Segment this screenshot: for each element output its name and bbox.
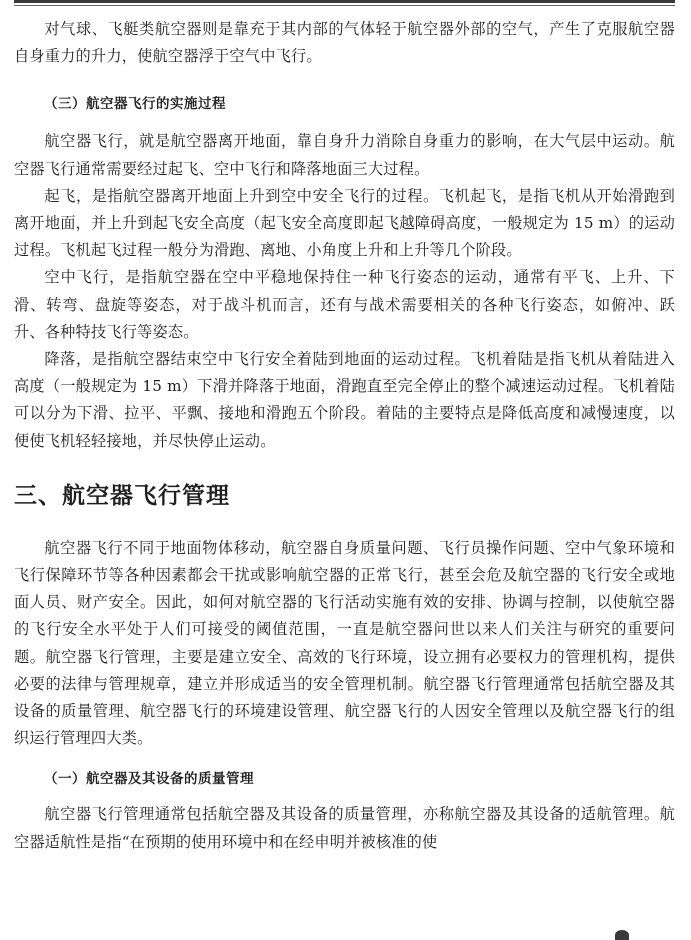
paragraph-landing: 降落，是指航空器结束空中飞行安全着陆到地面的运动过程。飞机着陆是指飞机从着陆进入高度（一般规定为 15 m）下滑并降落于地面，滑跑直至完全停止的整个减速运动过程。飞机着陆可以分为下滑、拉平、平飘、接地和滑跑五个阶段。着陆的主要特点是降低高度和减慢速度，以便使飞机轻轻接地，并尽快停止运动。 [14, 350, 675, 450]
subheading-flight-process: （三）航空器飞行的实施过程 [44, 96, 226, 113]
paragraph-takeoff: 起飞，是指航空器离开地面上升到空中安全飞行的过程。飞机起飞，是指飞机从开始滑跑到离开地面，并上升到起飞安全高度（起飞安全高度即起飞越障碍高度，一般规定为 15 m）的运动过程。飞机起飞过程一般分为滑跑、离地、小角度上升和上升等几个阶段。 [14, 186, 675, 260]
header-rule-thick [14, 0, 675, 3]
paragraph-flight-management: 航空器飞行不同于地面物体移动，航空器自身质量问题、飞行员操作问题、空中气象环境和飞行保障环节等各种因素都会干扰或影响航空器的正常飞行，甚至会危及航空器的飞行安全或地面人员、财产安全。因此，如何对航空器的飞行活动实施有效的安排、协调与控制，以使航空器的飞行安全水平处于人们可接受的阈值范围，一直是航空器问世以来人们关注与研究的重要问题。航空器飞行管理，主要是建立安全、高效的飞行环境，设立拥有必要权力的管理机构，提供必要的法律与管理规章，建立并形成适当的安全管理机制。航空器飞行管理通常包括航空器及其设备的质量管理、航空器飞行的环境建设管理、航空器飞行的人因安全管理以及航空器飞行的组织运行管理四大类。 [14, 538, 675, 748]
paragraph-flight-definition: 航空器飞行，就是航空器离开地面，靠自身升力消除自身重力的影响，在大气层中运动。航空器飞行通常需要经过起飞、空中飞行和降落地面三大过程。 [14, 132, 675, 178]
paragraph-balloon-lift: 对气球、飞艇类航空器则是靠充于其内部的气体轻于航空器外部的空气，产生了克服航空器自身重力的升力，使航空器浮于空气中飞行。 [14, 20, 675, 66]
header-rule-thin [14, 5, 675, 6]
subheading-quality-management: （一）航空器及其设备的质量管理 [44, 771, 254, 788]
paragraph-airworthiness: 航空器飞行管理通常包括航空器及其设备的质量管理，亦称航空器及其设备的适航管理。航空器适航性是指“在预期的使用环境中和在经申明并被核准的使 [14, 805, 675, 851]
section-heading-flight-management: 三、航空器飞行管理 [14, 482, 230, 509]
paragraph-in-flight: 空中飞行，是指航空器在空中平稳地保持住一种飞行姿态的运动，通常有平飞、上升、下滑、转弯、盘旋等姿态，对于战斗机而言，还有与战术需要相关的各种飞行姿态，如俯冲、跃升、各种特技飞行等姿态。 [14, 268, 675, 341]
page-number-fragment [615, 930, 629, 940]
